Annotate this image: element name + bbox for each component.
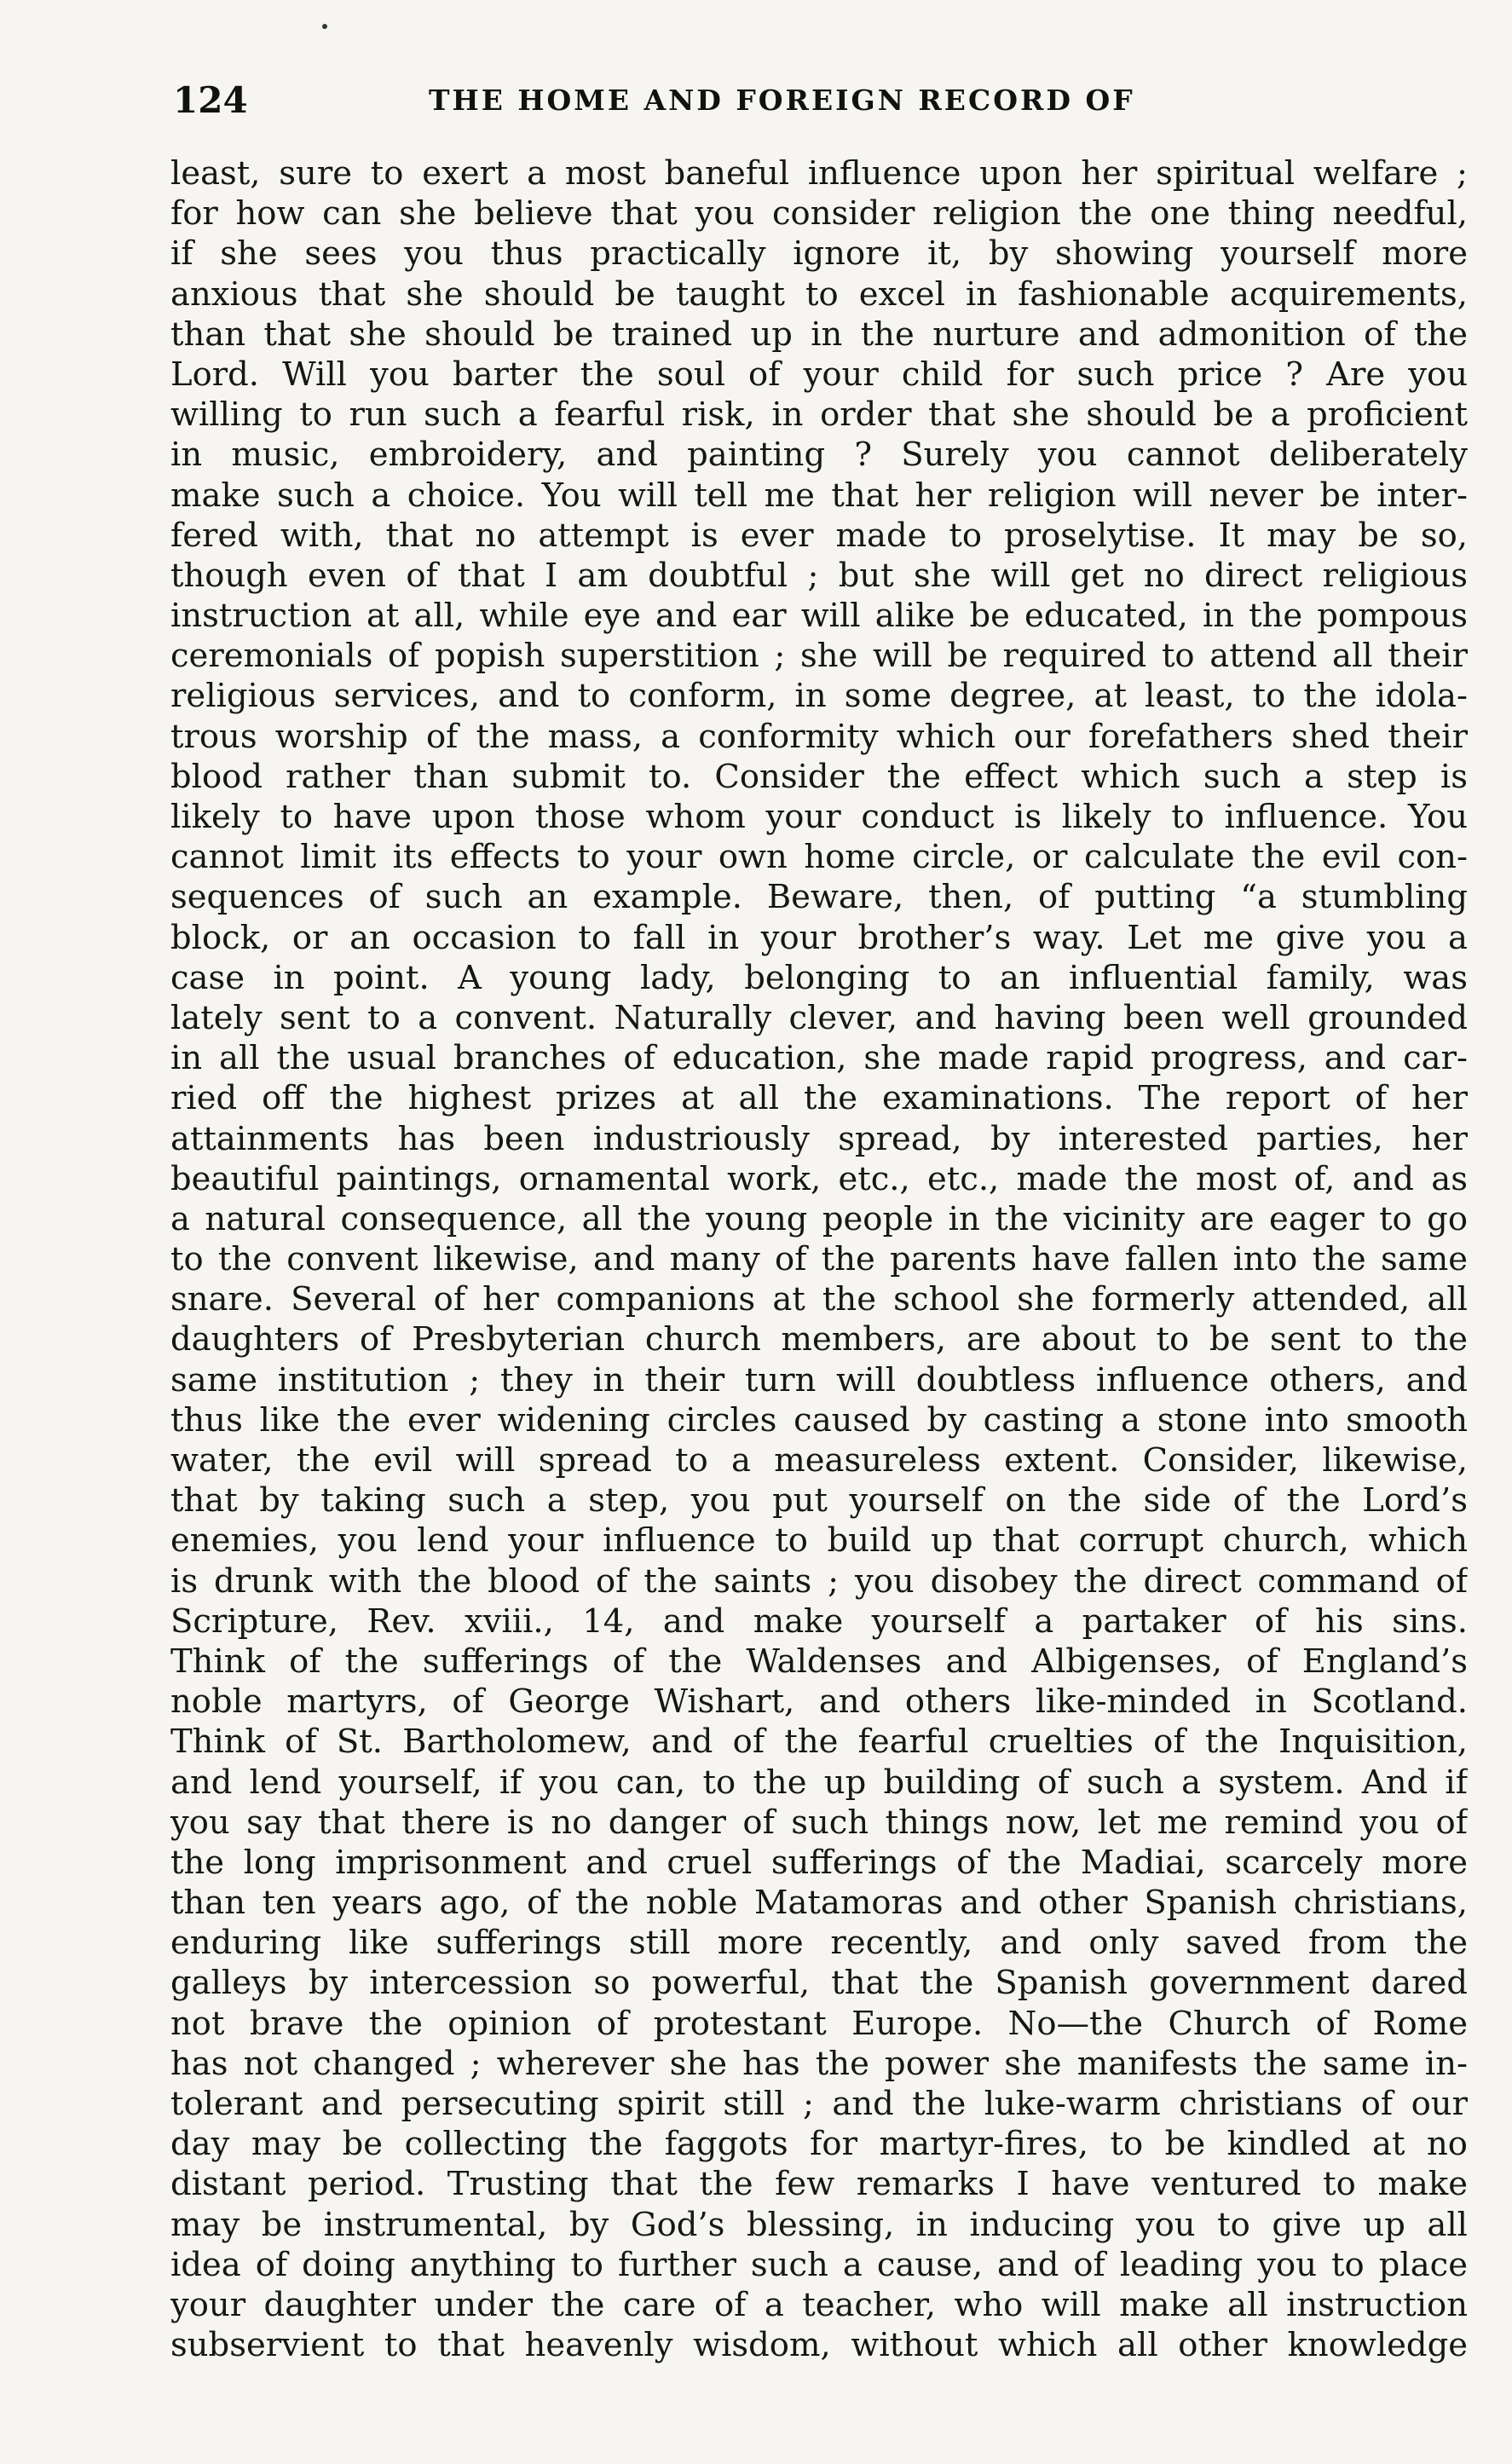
text-line: idea of doing anything to further such a cause, and of leading you to place <box>170 2245 1468 2284</box>
text-line: sequences of such an example. Beware, then, of putting “a stumbling <box>170 878 1468 917</box>
text-line: make such a choice. You will tell me that her religion will never be inter- <box>170 476 1468 515</box>
text-line: cannot limit its effects to your own home circle, or calculate the evil con- <box>170 838 1468 877</box>
body-text <box>170 153 1468 2365</box>
text-line: not brave the opinion of protestant Europe. No—the Church of Rome <box>170 2004 1468 2043</box>
text-line: than ten years ago, of the noble Matamoras and other Spanish christians, <box>170 1884 1468 1923</box>
print-speck <box>322 24 327 29</box>
text-line: trous worship of the mass, a conformity which our forefathers shed their <box>170 717 1468 756</box>
text-line: case in point. A young lady, belonging to an influential family, was <box>170 958 1468 997</box>
text-line: if she sees you thus practically ignore it, by showing yourself more <box>170 234 1468 274</box>
text-line: fered with, that no attempt is ever made to proselytise. It may be so, <box>170 516 1468 555</box>
text-line: Think of the sufferings of the Waldenses and Albigenses, of England’s <box>170 1642 1468 1681</box>
text-line: to the convent likewise, and many of the parents have fallen into the same <box>170 1240 1468 1279</box>
text-line: galleys by intercession so powerful, that the Spanish government dared <box>170 1964 1468 2003</box>
text-line: least, sure to exert a most baneful influence upon her spiritual welfare ; <box>170 154 1468 193</box>
text-line: willing to run such a fearful risk, in order that she should be a proficient <box>170 395 1468 435</box>
text-line: lately sent to a convent. Naturally clever, and having been well grounded <box>170 998 1468 1037</box>
text-line: same institution ; they in their turn will doubtless influence others, and <box>170 1360 1468 1399</box>
text-line: anxious that she should be taught to excel in fashionable acquirements, <box>170 274 1468 314</box>
text-line: daughters of Presbyterian church members, are about to be sent to the <box>170 1320 1468 1359</box>
text-line: distant period. Trusting that the few remarks I have ventured to make <box>170 2165 1468 2204</box>
text-line: may be instrumental, by God’s blessing, in inducing you to give up all <box>170 2205 1468 2244</box>
text-line: instruction at all, while eye and ear will alike be educated, in the pompous <box>170 597 1468 636</box>
text-line: ried off the highest prizes at all the examinations. The report of her <box>170 1079 1468 1118</box>
text-line: enemies, you lend your influence to build up that corrupt church, which <box>170 1521 1468 1561</box>
text-line: likely to have upon those whom your conduct is likely to influence. You <box>170 798 1468 836</box>
text-line: though even of that I am doubtful ; but she will get no direct religious <box>170 556 1468 595</box>
page-number: 124 <box>173 79 248 121</box>
text-line: Lord. Will you barter the soul of your child for such price ? Are you <box>170 355 1468 394</box>
text-line: has not changed ; wherever she has the power she manifests the same in- <box>170 2044 1468 2083</box>
text-line: snare. Several of her companions at the school she formerly attended, all <box>170 1280 1468 1319</box>
text-line: Think of St. Bartholomew, and of the fearful cruelties of the Inquisition, <box>170 1722 1468 1762</box>
text-line: and lend yourself, if you can, to the up building of such a system. And if <box>170 1763 1468 1802</box>
text-line: in all the usual branches of education, she made rapid progress, and car- <box>170 1039 1468 1078</box>
text-line: your daughter under the care of a teacher, who will make all instruction <box>170 2285 1468 2324</box>
text-line: the long imprisonment and cruel sufferings of the Madiai, scarcely more <box>170 1843 1468 1882</box>
text-line: water, the evil will spread to a measureless extent. Consider, likewise, <box>170 1441 1468 1480</box>
text-line: day may be collecting the faggots for martyr-fires, to be kindled at no <box>170 2125 1468 2164</box>
text-line: tolerant and persecuting spirit still ; and the luke-warm christians of our <box>170 2085 1468 2123</box>
text-line: you say that there is no danger of such things now, let me remind you of <box>170 1803 1468 1842</box>
text-line: than that she should be trained up in the nurture and admonition of the <box>170 314 1468 354</box>
text-line: ceremonials of popish superstition ; she will be required to attend all their <box>170 637 1468 676</box>
text-line: a natural consequence, all the young people in the vicinity are eager to go <box>170 1199 1468 1238</box>
text-line: enduring like sufferings still more recently, and only saved from the <box>170 1924 1468 1963</box>
text-line: that by taking such a step, you put yourself on the side of the Lord’s <box>170 1481 1468 1521</box>
text-line: noble martyrs, of George Wishart, and others like-minded in Scotland. <box>170 1682 1468 1722</box>
text-line: subservient to that heavenly wisdom, without which all other knowledge <box>170 2326 1468 2365</box>
text-line: thus like the ever widening circles caused by casting a stone into smooth <box>170 1400 1468 1440</box>
text-line: in music, embroidery, and painting ? Surely you cannot deliberately <box>170 436 1468 475</box>
text-line: attainments has been industriously spread, by interested parties, her <box>170 1119 1468 1158</box>
text-line: for how can she believe that you consider religion the one thing needful, <box>170 194 1468 234</box>
text-line: beautiful paintings, ornamental work, etc., etc., made the most of, and as <box>170 1159 1468 1198</box>
text-line: block, or an occasion to fall in your brother’s way. Let me give you a <box>170 918 1468 957</box>
text-line: blood rather than submit to. Consider the effect which such a step is <box>170 757 1468 796</box>
text-line: religious services, and to conform, in some degree, at least, to the idola- <box>170 677 1468 716</box>
page-header <box>173 75 1469 126</box>
text-line: Scripture, Rev. xviii., 14, and make yourself a partaker of his sins. <box>170 1601 1468 1641</box>
running-title: THE HOME AND FOREIGN RECORD OF <box>429 84 1135 117</box>
text-line: is drunk with the blood of the saints ; you disobey the direct command of <box>170 1561 1468 1601</box>
